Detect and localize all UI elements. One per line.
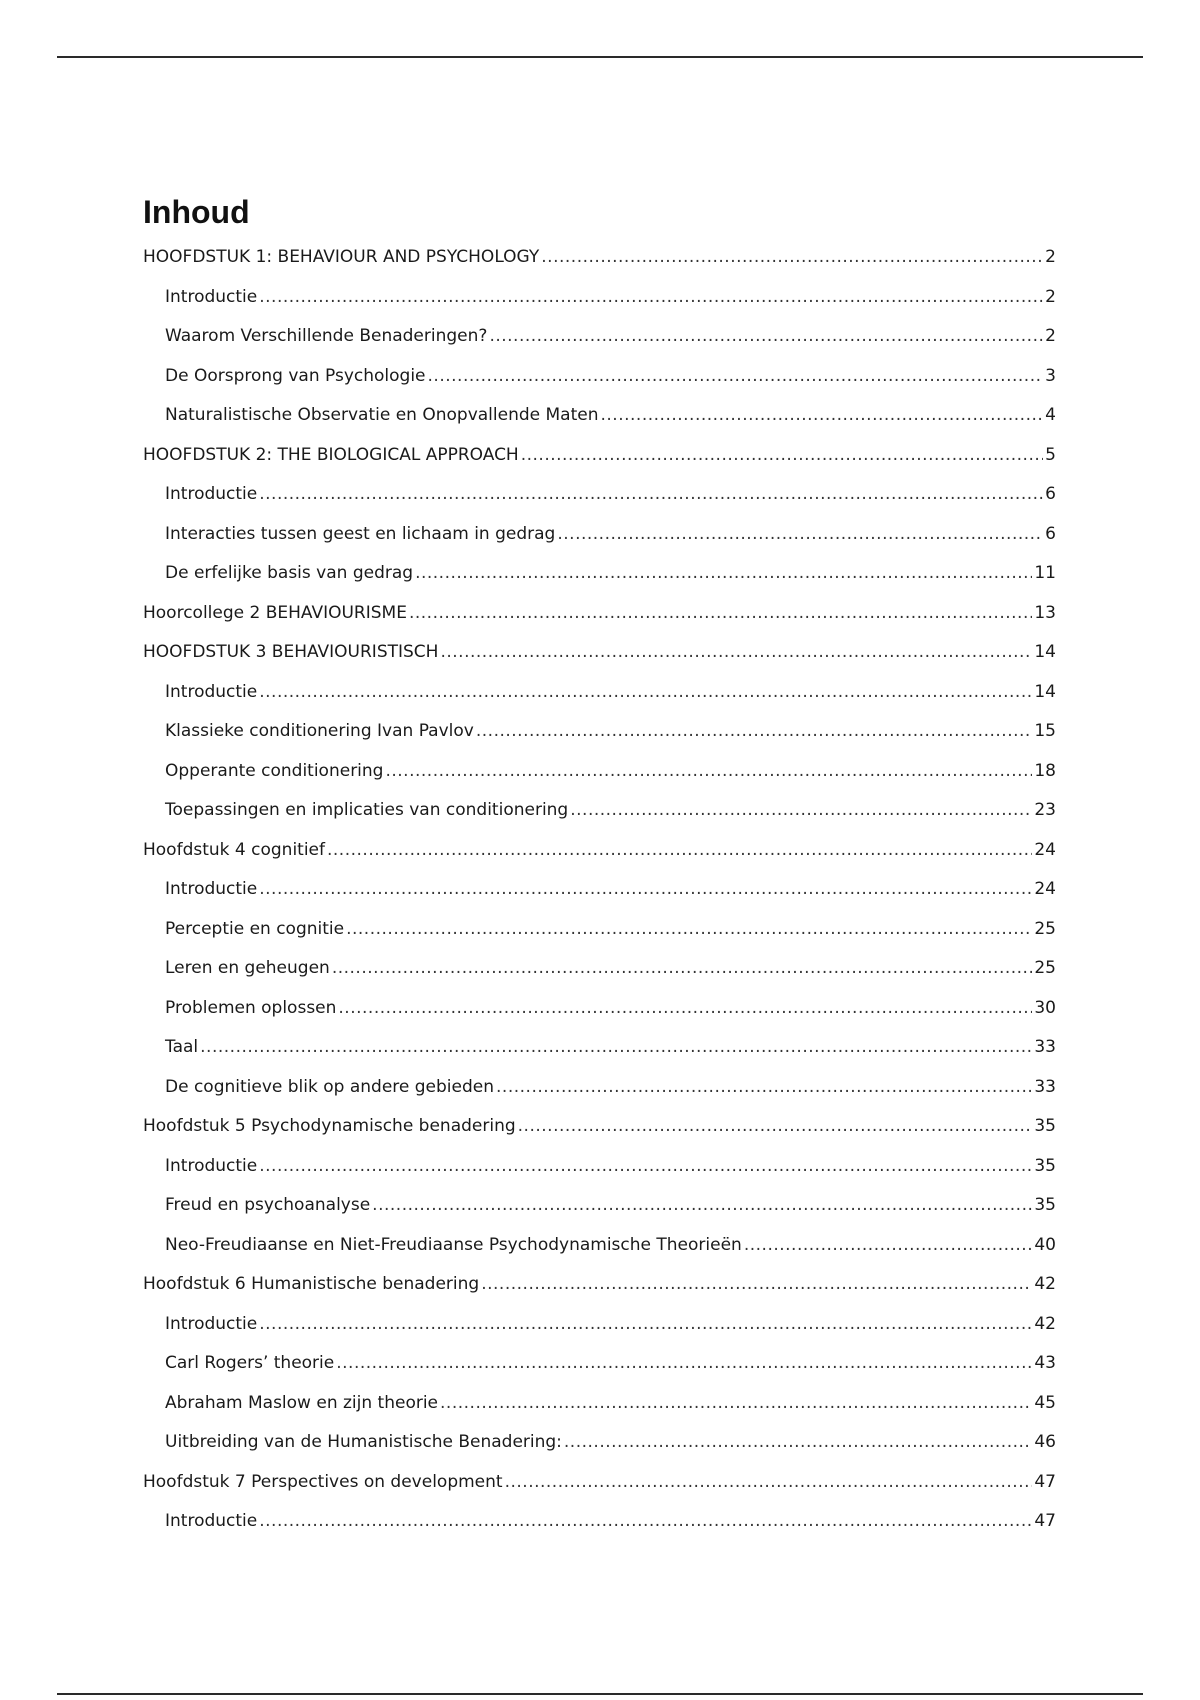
- toc-dot-leader: [518, 1107, 1033, 1147]
- toc-entry-page-number: 33: [1034, 1037, 1056, 1057]
- toc-section-entry[interactable]: [143, 396, 1056, 436]
- toc-list: [143, 238, 1056, 1542]
- toc-section-entry[interactable]: [143, 317, 1056, 357]
- toc-entry-page-number: 35: [1034, 1155, 1056, 1176]
- toc-section-entry[interactable]: [143, 357, 1056, 397]
- table-of-contents: [143, 186, 1056, 1542]
- toc-entry-label: De cognitieve blik op andere gebieden: [165, 1076, 495, 1097]
- toc-entry-page-number: 47: [1034, 1471, 1056, 1492]
- toc-dot-leader: [505, 1463, 1033, 1503]
- toc-dot-leader: [327, 831, 1032, 871]
- toc-chapter-entry[interactable]: [143, 436, 1056, 476]
- toc-entry-label: Carl Rogers’ theorie: [165, 1353, 335, 1373]
- toc-section-entry[interactable]: [143, 1028, 1056, 1068]
- toc-chapter-entry[interactable]: [143, 831, 1056, 871]
- toc-dot-leader: [346, 910, 1032, 950]
- toc-entry-label: HOOFDSTUK 2: THE BIOLOGICAL APPROACH: [143, 444, 519, 465]
- toc-entry-page-number: 2: [1045, 326, 1056, 346]
- toc-section-entry[interactable]: [143, 1423, 1056, 1463]
- toc-section-entry[interactable]: [143, 1186, 1056, 1226]
- toc-entry-page-number: 47: [1034, 1511, 1056, 1531]
- toc-entry-page-number: 25: [1034, 958, 1056, 978]
- toc-dot-leader: [259, 1305, 1032, 1345]
- toc-section-entry[interactable]: [143, 870, 1056, 910]
- toc-entry-label: Introductie: [165, 1511, 258, 1531]
- toc-entry-page-number: 14: [1034, 642, 1056, 662]
- toc-entry-page-number: 14: [1034, 681, 1056, 702]
- toc-entry-page-number: 3: [1045, 365, 1056, 386]
- toc-dot-leader: [332, 949, 1033, 989]
- toc-entry-label: Waarom Verschillende Benaderingen?: [165, 326, 488, 346]
- toc-entry-label: Neo-Freudiaanse en Niet-Freudiaanse Psychodynamische Theorieën: [165, 1234, 742, 1255]
- toc-section-entry[interactable]: [143, 278, 1056, 318]
- toc-entry-page-number: 4: [1045, 405, 1056, 425]
- toc-entry-page-number: 40: [1034, 1234, 1056, 1255]
- toc-entry-page-number: 24: [1034, 879, 1056, 899]
- toc-entry-label: Freud en psychoanalyse: [165, 1195, 371, 1215]
- toc-dot-leader: [259, 1502, 1032, 1542]
- toc-entry-page-number: 5: [1045, 444, 1056, 465]
- toc-entry-label: Introductie: [165, 484, 258, 504]
- toc-entry-page-number: 35: [1034, 1195, 1056, 1215]
- toc-dot-leader: [372, 1186, 1032, 1226]
- toc-dot-leader: [521, 436, 1043, 476]
- toc-dot-leader: [564, 1423, 1032, 1463]
- toc-entry-page-number: 18: [1034, 760, 1056, 781]
- toc-dot-leader: [259, 278, 1043, 318]
- toc-dot-leader: [489, 317, 1043, 357]
- toc-dot-leader: [496, 1068, 1032, 1108]
- toc-dot-leader: [476, 712, 1033, 752]
- toc-dot-leader: [415, 554, 1032, 594]
- toc-entry-page-number: 42: [1034, 1274, 1056, 1294]
- toc-section-entry[interactable]: [143, 1305, 1056, 1345]
- toc-dot-leader: [601, 396, 1044, 436]
- toc-entry-page-number: 2: [1045, 247, 1056, 267]
- toc-chapter-entry[interactable]: [143, 633, 1056, 673]
- toc-section-entry[interactable]: [143, 949, 1056, 989]
- toc-entry-label: De Oorsprong van Psychologie: [165, 365, 426, 386]
- toc-section-entry[interactable]: [143, 1344, 1056, 1384]
- toc-section-entry[interactable]: [143, 554, 1056, 594]
- toc-dot-leader: [200, 1028, 1032, 1068]
- toc-entry-label: Problemen oplossen: [165, 997, 337, 1018]
- footer-rule: [57, 1693, 1143, 1695]
- toc-entry-page-number: 6: [1045, 484, 1056, 504]
- toc-entry-label: HOOFDSTUK 3 BEHAVIOURISTISCH: [143, 642, 439, 662]
- toc-entry-label: Leren en geheugen: [165, 958, 330, 978]
- toc-dot-leader: [409, 594, 1032, 634]
- toc-entry-label: Hoorcollege 2 BEHAVIOURISME: [143, 602, 407, 623]
- toc-entry-label: Hoofdstuk 4 cognitief: [143, 839, 325, 860]
- toc-section-entry[interactable]: [143, 1147, 1056, 1187]
- toc-entry-page-number: 30: [1034, 997, 1056, 1018]
- toc-entry-page-number: 42: [1034, 1313, 1056, 1334]
- toc-entry-label: Hoofdstuk 7 Perspectives on development: [143, 1471, 503, 1492]
- toc-section-entry[interactable]: [143, 475, 1056, 515]
- toc-section-entry[interactable]: [143, 1068, 1056, 1108]
- toc-entry-label: Hoofdstuk 5 Psychodynamische benadering: [143, 1116, 516, 1136]
- toc-section-entry[interactable]: [143, 989, 1056, 1029]
- toc-entry-page-number: 35: [1034, 1116, 1056, 1136]
- toc-entry-page-number: 6: [1045, 523, 1056, 544]
- toc-entry-label: Opperante conditionering: [165, 760, 384, 781]
- toc-dot-leader: [259, 475, 1043, 515]
- toc-dot-leader: [557, 515, 1043, 555]
- toc-entry-page-number: 33: [1034, 1076, 1056, 1097]
- toc-dot-leader: [440, 633, 1032, 673]
- toc-entry-label: Taal: [165, 1037, 199, 1057]
- toc-dot-leader: [744, 1226, 1033, 1266]
- toc-entry-label: Hoofdstuk 6 Humanistische benadering: [143, 1274, 480, 1294]
- toc-dot-leader: [259, 870, 1032, 910]
- toc-entry-page-number: 15: [1034, 721, 1056, 741]
- toc-entry-page-number: 13: [1034, 602, 1056, 623]
- toc-dot-leader: [440, 1384, 1032, 1424]
- toc-section-entry[interactable]: [143, 1502, 1056, 1542]
- toc-section-entry[interactable]: [143, 1226, 1056, 1266]
- toc-chapter-entry[interactable]: [143, 1265, 1056, 1305]
- toc-section-entry[interactable]: [143, 752, 1056, 792]
- toc-entry-page-number: 45: [1034, 1392, 1056, 1413]
- toc-entry-label: Abraham Maslow en zijn theorie: [165, 1392, 439, 1413]
- toc-entry-page-number: 25: [1034, 918, 1056, 939]
- toc-entry-label: De erfelijke basis van gedrag: [165, 563, 414, 583]
- toc-entry-label: Interacties tussen geest en lichaam in gedrag: [165, 523, 556, 544]
- toc-entry-page-number: 43: [1034, 1353, 1056, 1373]
- toc-entry-label: Introductie: [165, 1313, 258, 1334]
- toc-entry-label: Perceptie en cognitie: [165, 918, 345, 939]
- toc-title: Inhoud: [143, 194, 250, 230]
- toc-dot-leader: [570, 791, 1032, 831]
- toc-dot-leader: [481, 1265, 1032, 1305]
- toc-dot-leader: [541, 238, 1043, 278]
- toc-entry-label: Introductie: [165, 286, 258, 307]
- toc-entry-label: Introductie: [165, 879, 258, 899]
- toc-section-entry[interactable]: [143, 712, 1056, 752]
- toc-dot-leader: [336, 1344, 1032, 1384]
- toc-entry-page-number: 2: [1045, 286, 1056, 307]
- toc-entry-label: Toepassingen en implicaties van conditionering: [165, 800, 569, 820]
- toc-dot-leader: [385, 752, 1032, 792]
- toc-dot-leader: [338, 989, 1032, 1029]
- toc-entry-label: Naturalistische Observatie en Onopvallende Maten: [165, 405, 599, 425]
- toc-section-entry[interactable]: [143, 673, 1056, 713]
- toc-entry-label: Klassieke conditionering Ivan Pavlov: [165, 721, 474, 741]
- header-rule: [57, 56, 1143, 58]
- toc-dot-leader: [259, 673, 1032, 713]
- toc-dot-leader: [259, 1147, 1032, 1187]
- toc-entry-page-number: 46: [1034, 1432, 1056, 1452]
- toc-entry-label: Uitbreiding van de Humanistische Benadering:: [165, 1432, 562, 1452]
- toc-chapter-entry[interactable]: [143, 594, 1056, 634]
- toc-section-entry[interactable]: [143, 515, 1056, 555]
- toc-section-entry[interactable]: [143, 910, 1056, 950]
- toc-entry-label: Introductie: [165, 1155, 258, 1176]
- toc-section-entry[interactable]: [143, 1384, 1056, 1424]
- toc-section-entry[interactable]: [143, 791, 1056, 831]
- toc-dot-leader: [428, 357, 1044, 397]
- toc-entry-page-number: 24: [1034, 839, 1056, 860]
- toc-entry-page-number: 23: [1034, 800, 1056, 820]
- toc-chapter-entry[interactable]: [143, 1463, 1056, 1503]
- toc-chapter-entry[interactable]: [143, 1107, 1056, 1147]
- toc-entry-page-number: 11: [1034, 563, 1056, 583]
- toc-chapter-entry[interactable]: [143, 238, 1056, 278]
- toc-entry-label: HOOFDSTUK 1: BEHAVIOUR AND PSYCHOLOGY: [143, 247, 540, 267]
- toc-entry-label: Introductie: [165, 681, 258, 702]
